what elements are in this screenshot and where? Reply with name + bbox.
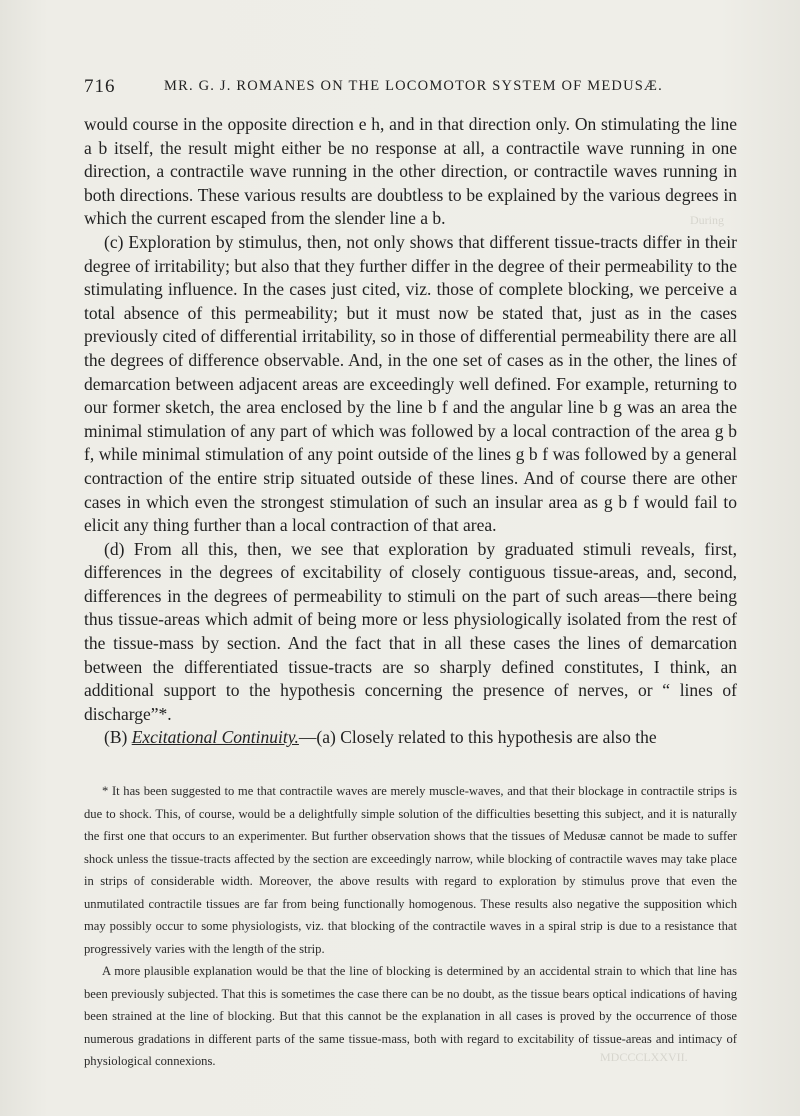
footnote: A more plausible explanation would be that the line of blocking is determined by an accidental strain to which that line has been previously subjected. That this is sometimes the case there can be no doubt, as the tissue bears optical indications of having been strained at the line of blocking. But that this cannot be the explanation in all cases is proved by the occurrence of those numerous gradations in different parts of the same tissue-mass, both with regard to excitability of tissue-areas and intimacy of physiological connexions. (84, 964, 737, 1068)
running-title: MR. G. J. ROMANES ON THE LOCOMOTOR SYSTEM OF MEDUSÆ. (164, 78, 663, 94)
section-heading: Excitational Continuity. (131, 727, 299, 748)
footnote: * It has been suggested to me that contractile waves are merely muscle-waves, and that their blockage in contractile strips is due to shock. This, of course, would be a delightfully simple solution of the difficulties besetting this subject, and it is naturally the first one that occurs to an experimenter. But further observation shows that the tissues of Medusæ cannot be made to suffer shock unless the tissue-tracts affected by the section are exceedingly narrow, while blocking of contractile waves may take place in strips of considerable width. Moreover, the above results with regard to exploration by stimulus prove that even the unmutilated contractile tissues are far from being functionally homogenous. These results also negative the supposition which may possibly occur to some physiologists, viz. that blocking of the contractile waves in a spiral strip is due to a resistance that progressively varies with the length of the strip. (84, 784, 737, 956)
paragraph-text: —(a) Closely related to this hypothesis are also the (298, 727, 657, 748)
show-through: MDCCCLXXVII. (600, 1050, 688, 1064)
paragraph: would course in the opposite direction e h, and in that direction only. On stimulating the line a b itself, the result might either be no response at all, a contractile wave running in one direction, a contractile wave running in the other direction, or contractile waves running in both directions. These various results are doubtless to be explained by the various degrees in which the current escaped from the slender line a b. (84, 114, 737, 229)
page-number: 716 (84, 76, 116, 97)
body-text (84, 113, 737, 750)
footnotes (84, 780, 737, 1073)
running-header (84, 76, 724, 102)
paragraph (84, 726, 737, 750)
paragraph: (c) Exploration by stimulus, then, not only shows that different tissue-tracts differ in their degree of irritability; but also that they further differ in the degree of their permeability to the stimulating influence. In the cases just cited, viz. those of complete blocking, we perceive a total absence of this permeability; but it must now be stated that, just as in the cases previously cited of differential irritability, so in those of differential permeability there are all the degrees of difference observable. And, in the one set of cases as in the other, the lines of demarcation between adjacent areas are exceedingly well defined. For example, returning to our former sketch, the area enclosed by the line b f and the angular line b g was an area the minimal stimulation of any part of which was followed by a local contraction of the area g b f, while minimal stimulation of any point outside of the lines g b f was followed by a general contraction of the entire strip situated outside of these lines. And of course there are other cases in which even the strongest stimulation of such an insular area as g b f would fail to elicit any thing further than a local contraction of that area. (84, 231, 737, 536)
paragraph: (d) From all this, then, we see that exploration by graduated stimuli reveals, first, differences in the degrees of excitability of closely contiguous tissue-areas, and, second, differences in the degrees of permeability to stimuli on the part of such areas—there being thus tissue-areas which admit of being more or less physiologically isolated from the rest of the tissue-mass by section. And the fact that in all these cases the lines of demarcation between the differentiated tissue-tracts are so sharply defined constitutes, I think, an additional support to the hypothesis concerning the presence of nerves, or “ lines of discharge”*. (84, 538, 737, 724)
show-through: During (690, 213, 724, 227)
section-label: (B) (104, 727, 132, 748)
